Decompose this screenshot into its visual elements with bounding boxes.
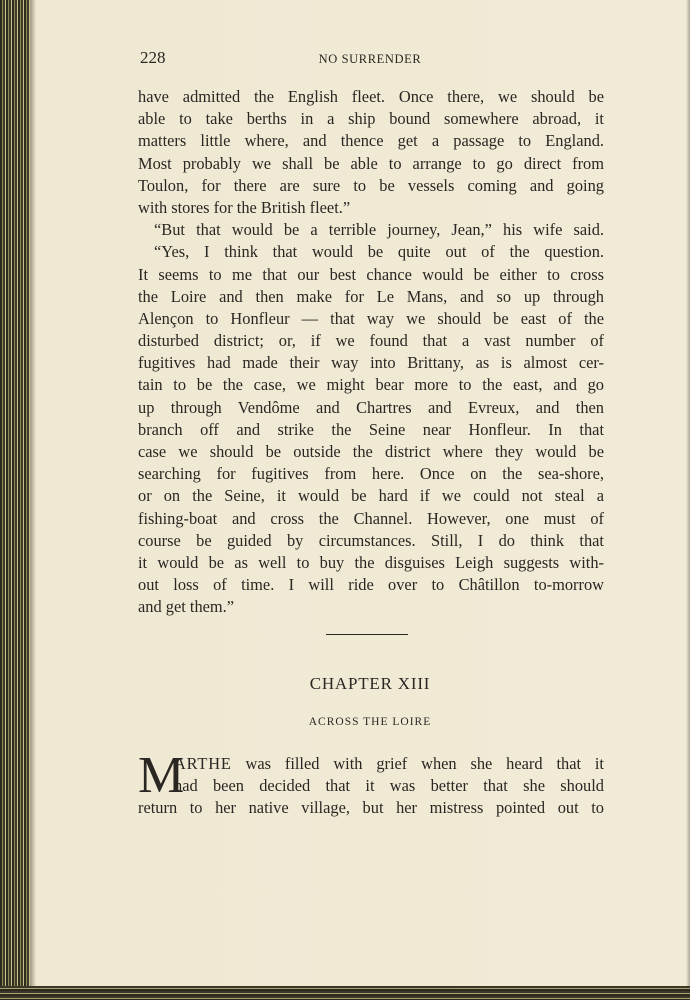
text-line: out loss of time. I will ride over to Châtillon to-morrow (138, 575, 604, 595)
text-line: had been decided that it was better that she should (174, 776, 604, 796)
text-segment: was filled with grief when she heard that it (231, 754, 604, 773)
section-divider (326, 634, 408, 635)
text-line: disturbed district; or, if we found that a vast number of (138, 331, 604, 351)
text-line (138, 753, 604, 775)
text-line: it would be as well to buy the disguises Leigh suggests with- (138, 552, 604, 572)
text-line: Toulon, for there are sure to be vessels coming and going (138, 175, 604, 195)
text-line: fugitives had made their way into Brittany, as is almost cer- (138, 353, 604, 373)
text-line: Most probably we shall be able to arrange to go direct from (138, 153, 604, 173)
chapter-subtitle: ACROSS THE LOIRE (308, 716, 432, 728)
page-edge-bottom (0, 986, 690, 1000)
text-line: “Yes, I think that would be quite out of the question. (154, 242, 604, 262)
text-line: have admitted the English fleet. Once there, we should be (138, 87, 604, 106)
lead-word: ARTHE (174, 754, 232, 773)
page-edge-right (686, 0, 690, 1000)
text-line: the Loire and then make for Le Mans, and so up through (138, 286, 604, 306)
page-header (140, 48, 600, 72)
text-line: matters little where, and thence get a passage to England. (138, 131, 604, 151)
drop-cap: M (138, 747, 185, 804)
text-line: branch off and strike the Seine near Honfleur. In that (138, 419, 604, 439)
text-line: return to her native village, but her mistress pointed out to (138, 798, 604, 818)
chapter-text (138, 747, 604, 820)
text-line: with stores for the British fleet.” (138, 197, 351, 217)
book-spine (0, 0, 30, 1000)
text-line: or on the Seine, it would be hard if we could not steal a (138, 486, 604, 506)
text-line: “But that would be a terrible journey, Jean,” his wife said. (154, 220, 604, 240)
text-line: tain to be the case, we might bear more to the east, and go (138, 375, 604, 395)
text-line: fishing-boat and cross the Channel. However, one must of (138, 508, 604, 528)
text-line: and get them.” (138, 597, 235, 617)
text-line: course be guided by circumstances. Still, I do think that (138, 530, 604, 550)
text-line: searching for fugitives from here. Once on the sea-shore, (138, 464, 604, 484)
text-line: able to take berths in a ship bound somewhere abroad, it (138, 109, 604, 129)
running-head: NO SURRENDER (318, 52, 422, 66)
text-line: up through Vendôme and Chartres and Evreux, and then (138, 397, 604, 417)
body-text (138, 86, 604, 619)
text-line: case we should be outside the district where they would be (138, 442, 604, 461)
chapter-title: CHAPTER XIII (309, 674, 431, 693)
text-line: Alençon to Honfleur — that way we should be east of the (138, 308, 604, 328)
text-line: It seems to me that our best chance would be either to cross (138, 264, 604, 284)
page-number: 228 (140, 48, 166, 67)
